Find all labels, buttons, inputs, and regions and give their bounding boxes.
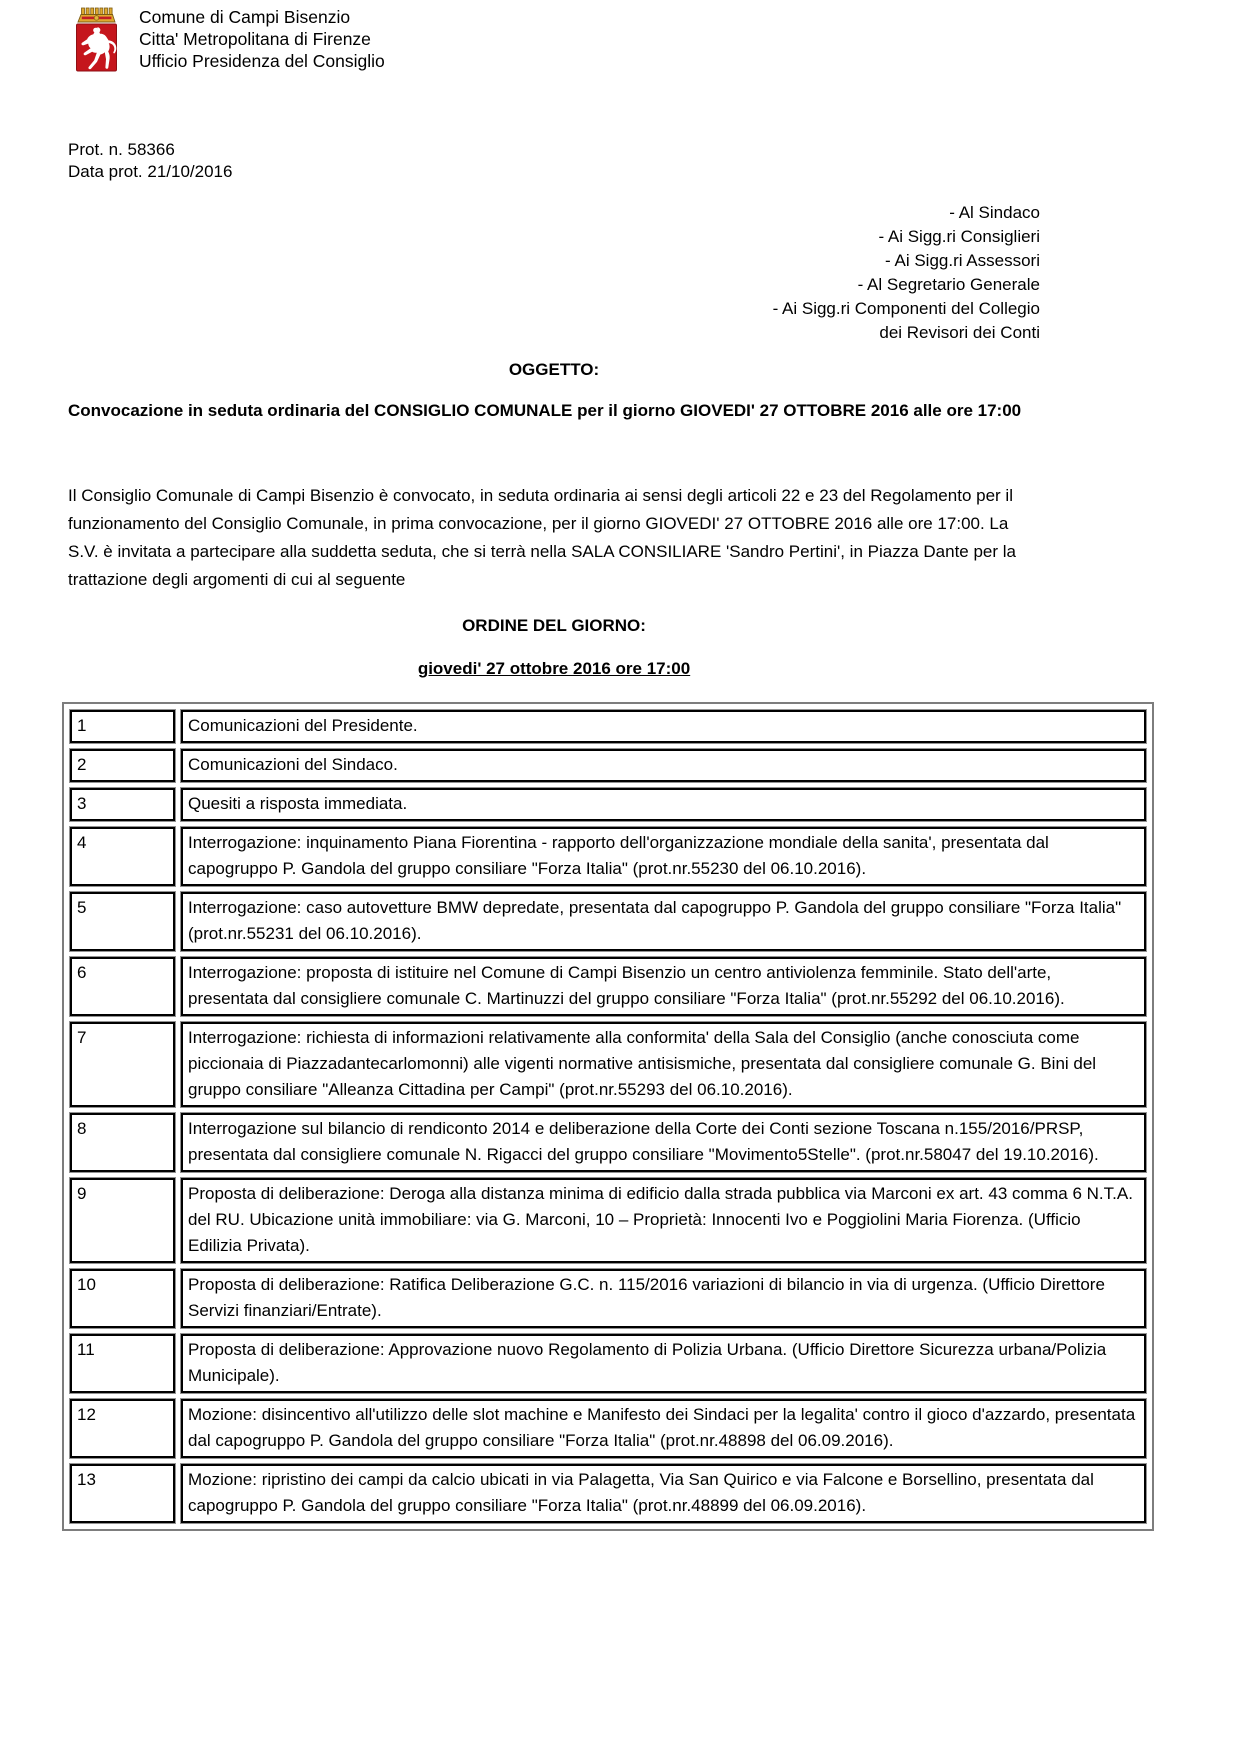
agenda-item-number: 12 [70,1399,175,1458]
agenda-item-text: Mozione: ripristino dei campi da calcio ubicati in via Palagetta, Via San Quirico e via Falcone e Borsellino, presentata dal capogruppo P. Gandola del gruppo consiliare "Forza Italia" (prot.nr.48899 del 06.09.2016). [181,1464,1146,1523]
agenda-item-text: Interrogazione: inquinamento Piana Fiorentina - rapporto dell'organizzazione mondiale della sanita', presentata dal capogruppo P. Gandola del gruppo consiliare "Forza Italia" (prot.nr.55230 del 06.10.2016). [181,827,1146,886]
agenda-item-number: 7 [70,1022,175,1107]
coat-of-arms-svg [68,5,125,72]
agenda-item-number: 13 [70,1464,175,1523]
agenda-item-number: 6 [70,957,175,1016]
agenda-item-number: 8 [70,1113,175,1172]
agenda-item-number: 3 [70,788,175,821]
agenda-item-text: Interrogazione: caso autovetture BMW depredate, presentata dal capogruppo P. Gandola del gruppo consiliare "Forza Italia" (prot.nr.55231 del 06.10.2016). [181,892,1146,951]
org-name: Comune di Campi Bisenzio [139,7,351,27]
org-city: Citta' Metropolitana di Firenze [139,29,371,49]
agenda-row [70,827,1146,886]
agenda-item-text: Mozione: disincentivo all'utilizzo delle slot machine e Manifesto dei Sindaci per la legalita' contro il gioco d'azzardo, presentata dal capogruppo P. Gandola del gruppo consiliare "Forza Italia" (prot.nr.48898 del 06.09.2016). [181,1399,1146,1458]
agenda-item-text: Proposta di deliberazione: Approvazione nuovo Regolamento di Polizia Urbana. (Ufficio Direttore Sicurezza urbana/Polizia Municipale). [181,1334,1146,1393]
organization-block [139,5,385,72]
agenda-item-text: Proposta di deliberazione: Ratifica Deliberazione G.C. n. 115/2016 variazioni di bilancio in via di urgenza. (Ufficio Direttore Servizi finanziari/Entrate). [181,1269,1146,1328]
agenda-row [70,1399,1146,1458]
agenda-row [70,710,1146,743]
protocol-date: Data prot. 21/10/2016 [68,162,233,181]
agenda-item-text: Interrogazione: richiesta di informazioni relativamente alla conformita' della Sala del Consiglio (anche conosciuta come piccionaia di Piazzadantecarlomonni) alle vigenti normative antisismiche, presentata dal consigliere comunale G. Bini del gruppo consiliare "Alleanza Cittadina per Campi" (prot.nr.55293 del 06.10.2016). [181,1022,1146,1107]
agenda-item-text: Interrogazione sul bilancio di rendiconto 2014 e deliberazione della Corte dei Conti sezione Toscana n.155/2016/PRSP, presentata dal consigliere comunale N. Rigacci del gruppo consiliare "Movimento5Stelle". (prot.nr.58047 del 19.10.2016). [181,1113,1146,1172]
recipient-line: - Al Sindaco [949,203,1040,222]
agenda-item-number: 9 [70,1178,175,1263]
agenda-item-text: Quesiti a risposta immediata. [181,788,1146,821]
subject-text: Convocazione in seduta ordinaria del CONSIGLIO COMUNALE per il giorno GIOVEDI' 27 OTTOBRE 2016 alle ore 17:00 [68,401,1022,420]
protocol-number: Prot. n. 58366 [68,140,175,159]
recipient-line: - Ai Sigg.ri Assessori [885,251,1040,270]
recipient-line: - Ai Sigg.ri Componenti del Collegio [772,299,1040,318]
agenda-table [62,702,1154,1531]
agenda-item-number: 1 [70,710,175,743]
crown-icon [78,8,115,22]
protocol-block [68,139,1040,183]
recipients-block [68,201,1040,345]
agenda-item-number: 10 [70,1269,175,1328]
body-paragraph: Il Consiglio Comunale di Campi Bisenzio è convocato, in seduta ordinaria ai sensi degli articoli 22 e 23 del Regolamento per il funzionamento del Consiglio Comunale, in prima convocazione, per il giorno GIOVEDI' 27 OTTOBRE 2016 alle ore 17:00. La S.V. è invitata a partecipare alla suddetta seduta, che si terrà nella SALA CONSILIARE 'Sandro Pertini', in Piazza Dante per la trattazione degli argomenti di cui al seguente [68,486,1016,589]
agenda-row [70,749,1146,782]
agenda-item-number: 4 [70,827,175,886]
agenda-row [70,957,1146,1016]
agenda-item-number: 5 [70,892,175,951]
agenda-row [70,1022,1146,1107]
shield-icon [77,24,117,71]
agenda-item-number: 11 [70,1334,175,1393]
agenda-row [70,1178,1146,1263]
agenda-item-text: Comunicazioni del Sindaco. [181,749,1146,782]
agenda-row [70,1113,1146,1172]
recipient-line: dei Revisori dei Conti [879,323,1040,342]
agenda-item-text: Proposta di deliberazione: Deroga alla distanza minima di edificio dalla strada pubblica via Marconi ex art. 43 comma 6 N.T.A. del RU. Ubicazione unità immobiliare: via G. Marconi, 10 – Proprietà: Innocenti Ivo e Poggiolini Maria Fiorenza. (Ufficio Edilizia Privata). [181,1178,1146,1263]
agenda-row [70,892,1146,951]
agenda-title: ORDINE DEL GIORNO: [462,616,646,635]
agenda-row [70,1334,1146,1393]
agenda-item-text: Interrogazione: proposta di istituire nel Comune di Campi Bisenzio un centro antiviolenza femminile. Stato dell'arte, presentata dal consigliere comunale C. Martinuzzi del gruppo consiliare "Forza Italia" (prot.nr.55292 del 06.10.2016). [181,957,1146,1016]
agenda-item-text: Comunicazioni del Presidente. [181,710,1146,743]
agenda-row [70,788,1146,821]
agenda-item-number: 2 [70,749,175,782]
recipient-line: - Ai Sigg.ri Consiglieri [878,227,1040,246]
agenda-row [70,1269,1146,1328]
agenda-row [70,1464,1146,1523]
recipient-line: - Al Segretario Generale [857,275,1040,294]
municipal-coat-of-arms-icon [68,5,125,77]
letterhead [68,0,1040,77]
session-datetime: giovedi' 27 ottobre 2016 ore 17:00 [417,659,691,678]
org-office: Ufficio Presidenza del Consiglio [139,51,385,71]
subject-label: OGGETTO: [508,360,600,379]
